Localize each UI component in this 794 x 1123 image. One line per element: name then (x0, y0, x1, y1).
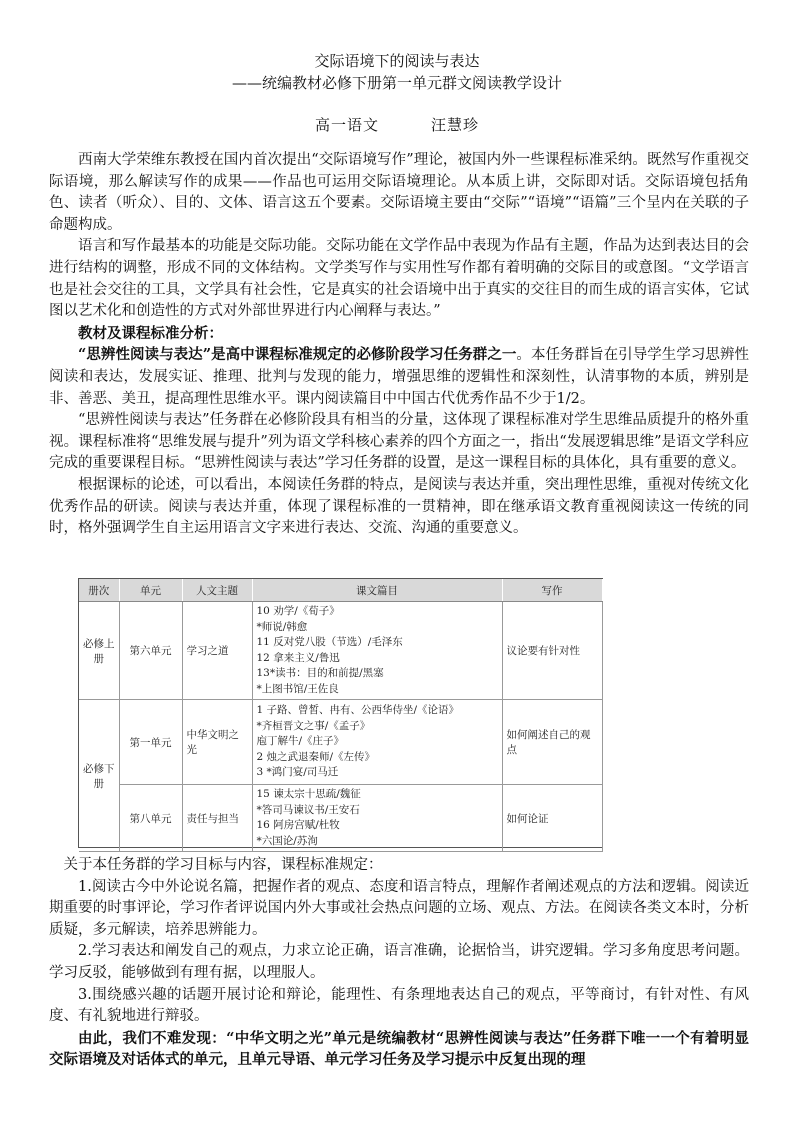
lesson-item: *六国论/苏洵 (256, 834, 318, 847)
standards-item-2: 2.学习表达和阐发自己的观点，力求立论正确，语言准确，论据恰当，讲究逻辑。学习多角度思考问题。学习反驳，能够做到有理有据，以理服人。 (49, 943, 749, 981)
theme-cell: 责任与担当 (182, 785, 252, 852)
table-row (79, 602, 602, 700)
lesson-item: 12 拿来主义/鲁迅 (256, 651, 340, 664)
standards-item-1: 1.阅读古今中外论说名篇，把握作者的观点、态度和语言特点，理解作者阐述观点的方法和逻辑。阅读近期重要的时事评论，学习作者评说国内外大事或社会热点问题的立场、观点、方法。在阅读各类文本时，分析质疑，多元解读，培养思辨能力。 (49, 878, 749, 938)
header-theme: 人文主题 (182, 579, 252, 602)
lesson-item: 2 烛之武退秦师/《左传》 (256, 750, 376, 763)
analysis-bold-lead: “思辨性阅读与表达”是高中课程标准规定的必修阶段学习任务群之一 (78, 346, 517, 364)
curriculum-table (78, 578, 603, 848)
writing-cell: 如何阐述自己的观点 (502, 700, 602, 785)
header-lessons: 课文篇目 (252, 579, 502, 602)
lesson-item: *答司马谏议书/王安石 (256, 803, 360, 816)
author-line (0, 114, 794, 135)
lessons-cell (252, 785, 502, 852)
lesson-item: *上图书馆/王佐良 (256, 682, 339, 695)
unit-cell: 第一单元 (119, 700, 182, 785)
standards-intro: 关于本任务群的学习目标与内容，课程标准规定： (63, 857, 383, 873)
lesson-item: 11 反对党八股（节选）/毛泽东 (256, 636, 403, 648)
header-writing: 写作 (502, 579, 602, 602)
lesson-item: 10 劝学/《荀子》 (256, 605, 340, 617)
lesson-item: *齐桓晋文之事/《孟子》 (256, 719, 371, 732)
intro-paragraph-1: 西南大学荣维东教授在国内首次提出“交际语境写作”理论，被国内外一些课程标准采纳。既然写作重视交际语境，那么解读写作的成果——作品也可运用交际语境理论。从本质上讲，交际即对话。交际语境包括角色、读者（听众）、目的、文体、语言这五个要素。交际语境主要由“交际”“语境”“语篇”三个呈内在关联的子命题构成。 (49, 152, 749, 233)
analysis-rest: 。本任务群旨在引导学生学习思辨性阅读和表达，发展实证、推理、批判与发现的能力，增强思维的逻辑性和深刻性，认清事物的本质，辨别是非、善恶、美丑，提高理性思维水平。课内阅读篇目中中国古代优秀作品不少于1/2。 (49, 347, 749, 407)
header-book: 册次 (79, 579, 119, 602)
analysis-paragraph-1 (49, 344, 749, 410)
analysis-paragraph-3: 根据课标的论述，可以看出，本阅读任务群的特点，是阅读与表达并重，突出理性思维，重视对传统文化优秀作品的研读。阅读与表达并重，体现了课程标准的一贯精神，即在继承语文教育重视阅读这一传统的同时，格外强调学生自主运用语言文字来进行表达、交流、沟通的重要意义。 (49, 476, 749, 537)
document-title: 交际语境下的阅读与表达 (314, 52, 480, 70)
lesson-item: 庖丁解牛/《庄子》 (256, 735, 345, 748)
lessons-cell (252, 602, 502, 700)
course-label: 高一语文 (314, 116, 379, 134)
writing-cell: 议论要有针对性 (502, 602, 602, 700)
analysis-paragraph-2: “思辨性阅读与表达”任务群在必修阶段具有相当的分量，这体现了课程标准对学生思维品质提升的格外重视。课程标准将“思维发展与提升”列为语文学科核心素养的四个方面之一，指出“发展逻辑思维”是语文学科应完成的重要课程目标。“思辨性阅读与表达”学习任务群的设置，是这一课程目标的具体化，具有重要的意义。 (49, 412, 749, 472)
theme-cell: 学习之道 (182, 602, 252, 700)
book-cell: 必修上册 (79, 602, 119, 700)
table-row (79, 700, 602, 785)
lesson-item: *师说/韩愈 (256, 620, 308, 633)
standards-section (49, 855, 749, 1071)
conclusion-paragraph: 由此，我们不难发现：“中华文明之光”单元是统编教材“思辨性阅读与表达”任务群下唯一一个有着明显交际语境及对话体式的单元，且单元导语、单元学习任务及学习提示中反复出现的理 (49, 1029, 749, 1069)
lesson-item: 13*读书：目的和前提/黑塞 (256, 667, 384, 679)
book-cell: 必修下册 (79, 700, 119, 852)
writing-cell: 如何论证 (502, 785, 602, 852)
standards-item-3: 3.围绕感兴趣的话题开展讨论和辩论，能理性、有条理地表达自己的观点，平等商讨，有针对性、有风度、有礼貌地进行辩驳。 (49, 986, 749, 1025)
lesson-item: 16 阿房宫赋/杜牧 (256, 819, 340, 831)
unit-cell: 第六单元 (119, 602, 182, 700)
lesson-item: 15 谏太宗十思疏/魏征 (256, 788, 361, 800)
table-row (79, 785, 602, 852)
lessons-cell (252, 700, 502, 785)
lesson-item: 3 *鸿门宴/司马迁 (256, 766, 339, 779)
theme-cell: 中华文明之光 (182, 700, 252, 785)
unit-cell: 第八单元 (119, 785, 182, 852)
header-unit: 单元 (119, 579, 182, 602)
intro-section (49, 150, 749, 540)
author-name: 汪慧珍 (431, 116, 480, 134)
section-heading: 教材及课程标准分析： (78, 324, 223, 342)
lesson-item: 1 子路、曾皙、冉有、公西华侍坐/《论语》 (256, 704, 460, 717)
intro-paragraph-2: 语言和写作最基本的功能是交际功能。交际功能在文学作品中表现为作品有主题，作品为达到表达目的会进行结构的调整，形成不同的文体结构。文学类写作与实用性写作都有着明确的交际目的或意图。“文学语言也是社会交往的工具，文学具有社会性，它是真实的社会语境中出于真实的交往目的而生成的语言实体，它试图以艺术化和创造性的方式对外部世界进行内心阐释与表达。” (49, 238, 749, 320)
document-subtitle: ——统编教材必修下册第一单元群文阅读教学设计 (231, 74, 562, 92)
